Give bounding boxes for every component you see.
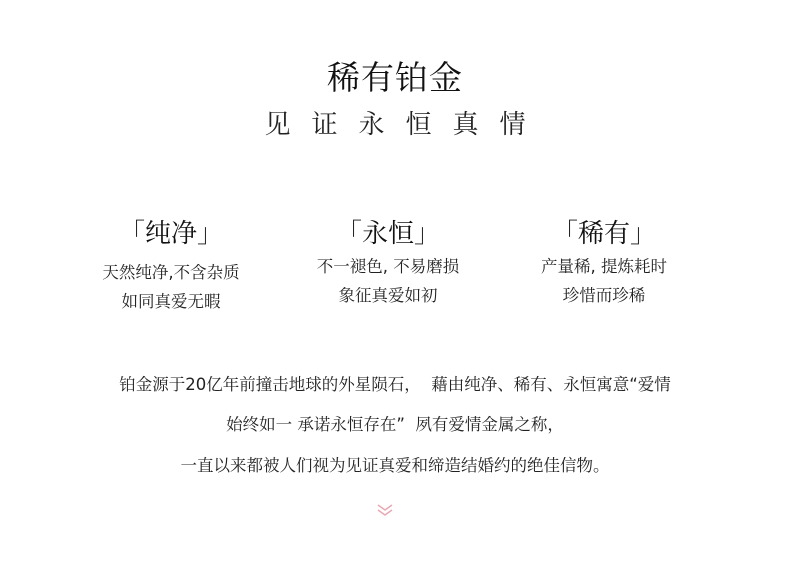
feature-line: 如同真爱无暇 — [121, 292, 221, 311]
feature-heading: 「永恒」 — [335, 219, 440, 249]
feature-purity — [61, 218, 281, 316]
feature-line: 象征真爱如初 — [338, 286, 438, 305]
feature-eternity — [278, 218, 498, 310]
feature-heading: 「稀有」 — [551, 219, 656, 249]
feature-line: 产量稀, 提炼耗时 — [541, 257, 667, 276]
page-subtitle: 见证永恒真情 — [264, 110, 547, 140]
feature-heading: 「纯净」 — [118, 219, 223, 249]
feature-line: 不一褪色, 不易磨损 — [316, 257, 460, 276]
feature-line: 天然纯净,不含杂质 — [102, 263, 240, 282]
description-line: 铂金源于20亿年前撞击地球的外星陨石， 藉由纯净、稀有、永恒寓意“爱情 — [119, 375, 671, 394]
description-line: 一直以来都被人们视为见证真爱和缔造结婚约的绝佳信物。 — [180, 456, 610, 475]
page-title: 稀有铂金 — [327, 58, 463, 97]
description-line: 始终如一 承诺永恒存在” 夙有爱情金属之称， — [226, 415, 564, 434]
double-chevron-down-icon[interactable] — [376, 503, 394, 517]
feature-rarity — [494, 218, 714, 310]
feature-line: 珍惜而珍稀 — [562, 286, 646, 305]
